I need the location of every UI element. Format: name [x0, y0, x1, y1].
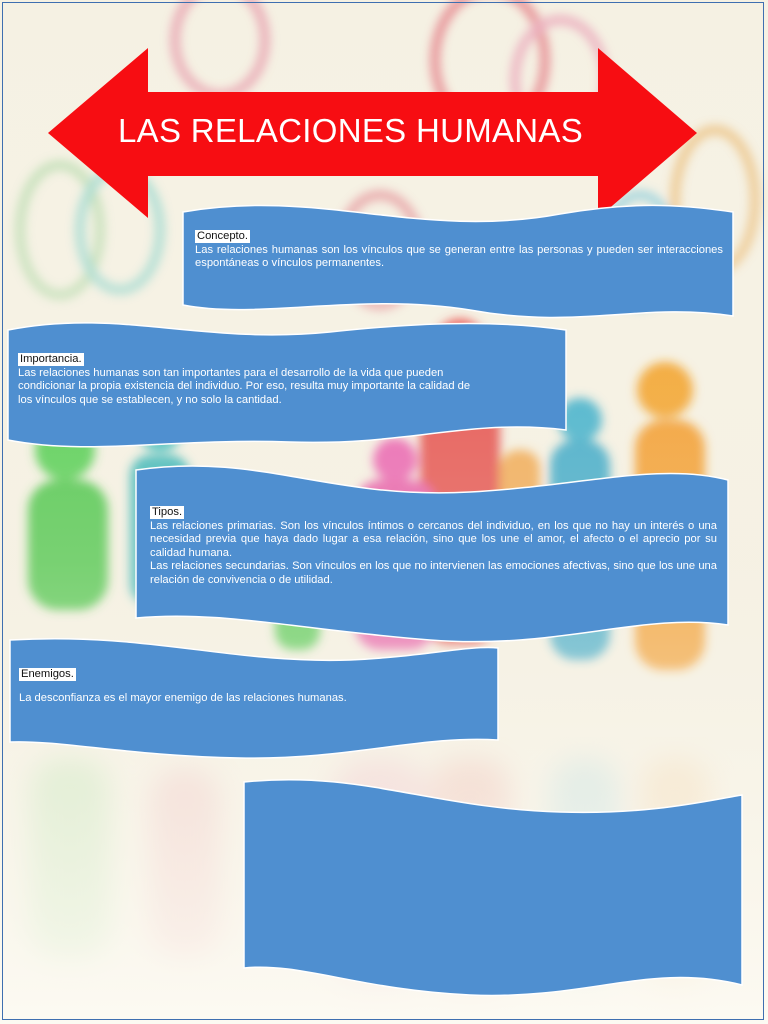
importancia-body — [18, 367, 543, 408]
tipos-paragraph: Las relaciones secundarias. Son vínculos en los que no intervienen las emociones afectivas, sino que los une una relación de convivencia o de utilidad. — [150, 560, 717, 586]
importancia-line: condicionar la propia existencia del individuo. Por eso, resulta muy importante la calidad de — [18, 380, 471, 392]
page-title: LAS RELACIONES HUMANAS — [118, 112, 584, 149]
enemigos-body: La desconfianza es el mayor enemigo de las relaciones humanas. — [19, 691, 347, 704]
enemigos-section — [19, 668, 469, 705]
tipos-section — [150, 506, 717, 587]
enemigos-heading: Enemigos. — [21, 668, 74, 680]
concepto-heading: Concepto. — [197, 230, 248, 242]
importancia-line: Las relaciones humanas son tan importantes para el desarrollo de la vida que pueden — [18, 366, 444, 379]
concepto-body: Las relaciones humanas son los vínculos que se generan entre las personas y pueden ser interacciones espontáneas o vínculos permanentes. — [195, 243, 723, 269]
ribbon-consejos — [244, 780, 742, 996]
tipos-paragraph: Las relaciones primarias. Son los vínculos íntimos o cercanos del individuo, en los que no hay un interés o una necesidad previa que haya dado lugar a esa relación, sino que los une el amor, el afecto o el aprecio por su calidad humana. — [150, 519, 717, 559]
tipos-body — [150, 520, 717, 588]
tipos-heading: Tipos. — [152, 506, 183, 518]
concepto-section — [195, 230, 723, 271]
importancia-heading: Importancia. — [20, 353, 82, 365]
importancia-section — [18, 353, 543, 407]
importancia-line: los vínculos que se establecen, y no solo la cantidad. — [18, 393, 282, 406]
